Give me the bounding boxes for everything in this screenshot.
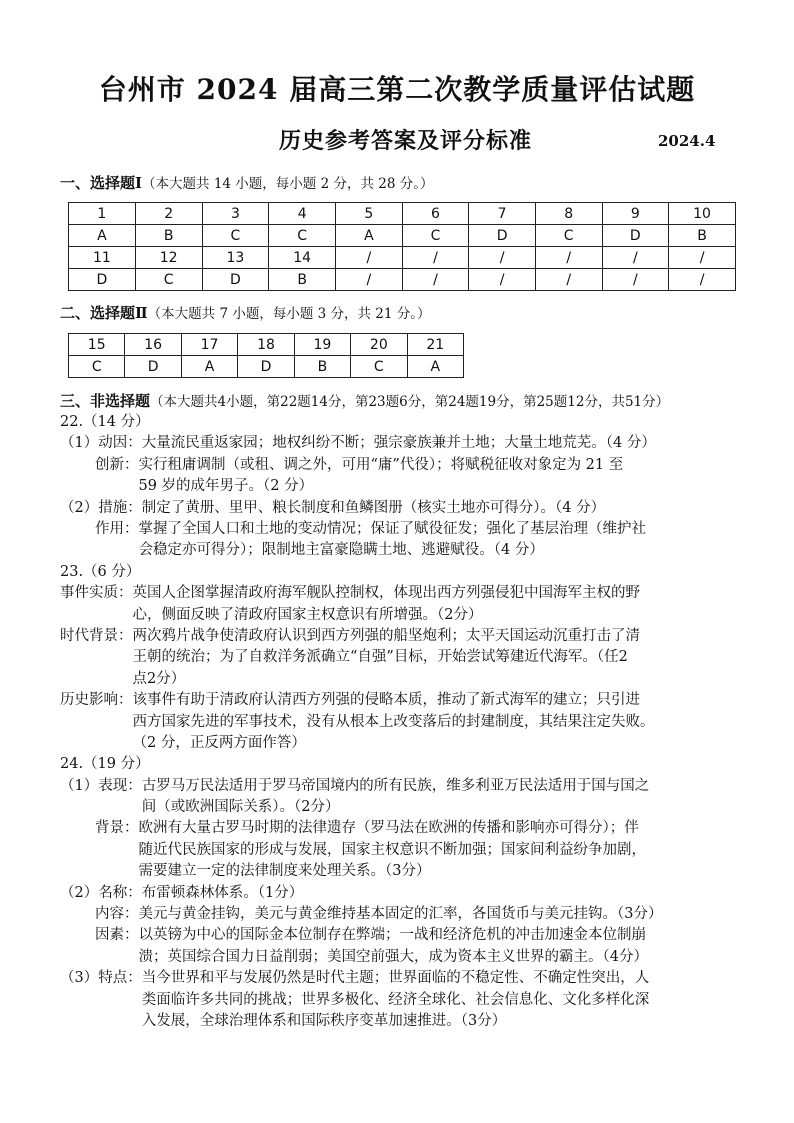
text-line: 两次鸦片战争使清政府认识到西方列强的船坚炮利；太平天国运动沉重打击了清 — [132, 627, 640, 644]
table-cell: / — [402, 269, 469, 291]
table-cell: 2 — [135, 203, 202, 225]
table-cell: 7 — [469, 203, 536, 225]
q24-part3 — [60, 968, 740, 1032]
q24-p2-text: 布雷顿森林体系。（1分） — [141, 884, 304, 901]
table-cell: A — [336, 225, 403, 247]
q24-p1-label: （1）表现： — [60, 777, 142, 794]
q24-part2 — [60, 883, 740, 904]
table-cell: C — [269, 225, 336, 247]
table-row — [69, 203, 736, 225]
q23-part-c — [60, 690, 740, 754]
q24-p1b-label: 背景： — [95, 820, 139, 837]
document-date: 2024.4 — [658, 132, 716, 150]
section2-header — [60, 302, 431, 323]
table-cell: B — [294, 356, 350, 378]
table-cell: D — [69, 269, 136, 291]
section3-note: （本大题共4小题，第22题14分，第23题6分，第24题19分，第25题12分，共51分） — [150, 394, 670, 410]
text-line: 间（或欧洲国际关系）。（2分） — [141, 799, 340, 816]
section2-heading: 二、选择题Ⅱ — [60, 304, 148, 322]
section1-note: （本大题共 14 小题，每小题 2 分，共 28 分。） — [142, 176, 434, 192]
q23-a-label: 事件实质： — [60, 585, 133, 602]
q23-c-label: 历史影响： — [60, 692, 133, 709]
q22-p2-label: （2）措施： — [60, 499, 142, 516]
section1-header — [60, 172, 433, 193]
table-cell: 6 — [402, 203, 469, 225]
q22-p1-text: 大量流民重返家园；地权纠纷不断；强宗豪族兼并土地；大量土地荒芜。（4 分） — [141, 435, 656, 452]
q24-p3-label: （3）特点： — [60, 970, 142, 987]
table-cell: 11 — [69, 247, 136, 269]
table-cell: C — [69, 356, 125, 378]
table-cell: / — [535, 247, 602, 269]
text-line: 会稳定亦可得分）；限制地主富豪隐瞒土地、逃避赋役。（4 分） — [138, 542, 544, 559]
answer-body — [60, 412, 740, 1032]
table-cell: D — [202, 269, 269, 291]
q24-p2b-label: 内容： — [95, 906, 139, 923]
q24-part2b — [60, 904, 740, 925]
text-line: 王朝的统治；为了自救洋务派确立“自强”目标，开始尝试筹建近代海军。（任2 — [132, 649, 628, 666]
q23-part-b — [60, 626, 740, 690]
q22-heading: 22.（14 分） — [60, 414, 150, 430]
table-cell: / — [469, 269, 536, 291]
table-cell: 16 — [125, 334, 181, 356]
table-row — [69, 356, 464, 378]
table-cell: 14 — [269, 247, 336, 269]
text-line: 点2分） — [132, 670, 186, 687]
table-cell: 15 — [69, 334, 125, 356]
table-cell: / — [336, 247, 403, 269]
q23-b-label: 时代背景： — [60, 627, 133, 644]
table-cell: 1 — [69, 203, 136, 225]
q22-part1 — [60, 433, 740, 454]
text-line: 需要建立一定的法律制度来处理关系。（3分） — [138, 863, 431, 880]
answer-table-1 — [68, 202, 736, 291]
q24-p2b-text: 美元与黄金挂钩，美元与黄金维持基本固定的汇率，各国货币与美元挂钩。（3分） — [138, 906, 663, 923]
table-cell: D — [602, 225, 669, 247]
table-cell: C — [351, 356, 407, 378]
table-row — [69, 247, 736, 269]
page-subtitle: 历史参考答案及评分标准 — [279, 128, 533, 154]
q22-part1b — [60, 455, 740, 498]
text-line: 掌握了全国人口和土地的变动情况；保证了赋役征发；强化了基层治理（维护社 — [138, 520, 646, 537]
text-line: 古罗马万民法适用于罗马帝国境内的所有民族，维多利亚万民法适用于国与国之 — [141, 777, 650, 794]
table-cell: 9 — [602, 203, 669, 225]
text-line: （2 分，正反两方面作答） — [132, 734, 306, 751]
table-cell: C — [535, 225, 602, 247]
table-row — [69, 225, 736, 247]
q23-part-a — [60, 583, 740, 626]
text-line: 该事件有助于清政府认清西方列强的侵略本质，推动了新式海军的建立；只引进 — [132, 692, 640, 709]
table-row — [69, 334, 464, 356]
table-cell: B — [669, 225, 736, 247]
answer-table-2 — [68, 333, 464, 378]
table-cell: 13 — [202, 247, 269, 269]
table-cell: / — [469, 247, 536, 269]
text-line: 以英镑为中心的国际金本位制存在弊端；一战和经济危机的冲击加速金本位制崩 — [138, 927, 646, 944]
table-cell: 18 — [238, 334, 294, 356]
table-cell: 21 — [407, 334, 463, 356]
table-cell: / — [336, 269, 403, 291]
table-cell: 12 — [135, 247, 202, 269]
q24-p2-label: （2）名称： — [60, 884, 142, 901]
table-cell: / — [535, 269, 602, 291]
table-cell: B — [269, 269, 336, 291]
table-cell: / — [402, 247, 469, 269]
q22-p2b-label: 作用： — [95, 520, 139, 537]
text-line: 类面临许多共同的挑战；世界多极化、经济全球化、社会信息化、文化多样化深 — [141, 991, 650, 1008]
table-cell: 5 — [336, 203, 403, 225]
table-cell: 20 — [351, 334, 407, 356]
table-cell: D — [469, 225, 536, 247]
q24-heading: 24.（19 分） — [60, 756, 150, 773]
table-cell: C — [402, 225, 469, 247]
text-line: 英国人企图掌握清政府海军舰队控制权，体现出西方列强侵犯中国海军主权的野 — [132, 585, 640, 602]
section3-heading: 三、非选择题 — [60, 392, 151, 410]
section2-note: （本大题共 7 小题，每小题 3 分，共 21 分。） — [147, 306, 431, 322]
table-cell: / — [602, 247, 669, 269]
table-cell: / — [669, 269, 736, 291]
text-line: 溃；英国综合国力日益削弱；美国空前强大，成为资本主义世界的霸主。（4分） — [138, 948, 648, 965]
table-cell: C — [135, 269, 202, 291]
text-line: 心，侧面反映了清政府国家主权意识有所增强。（2分） — [132, 606, 483, 623]
section3-header — [60, 390, 669, 411]
table-cell: 4 — [269, 203, 336, 225]
table-cell: D — [238, 356, 294, 378]
text-line: 入发展，全球治理体系和国际秩序变革加速推进。（3分） — [141, 1013, 507, 1029]
table-cell: 8 — [535, 203, 602, 225]
q23-heading: 23.（6 分） — [60, 563, 141, 580]
table-cell: A — [69, 225, 136, 247]
table-cell: A — [407, 356, 463, 378]
table-cell: 10 — [669, 203, 736, 225]
table-cell: D — [125, 356, 181, 378]
q22-p1-label: （1）动因： — [60, 435, 142, 452]
page-title: 台州市 2024 届高三第二次教学质量评估试题 — [98, 73, 696, 106]
text-line: 随近代民族国家的形成与发展，国家主权意识不断加强；国家间利益纷争加剧， — [138, 841, 646, 858]
q24-part1b — [60, 818, 740, 882]
q24-part2c — [60, 925, 740, 968]
text-line: 59 岁的成年男子。（2 分） — [138, 478, 314, 495]
q22-part2b — [60, 519, 740, 562]
q24-part1 — [60, 776, 740, 819]
text-line: 当今世界和平与发展仍然是时代主题；世界面临的不稳定性、不确定性突出，人 — [141, 970, 650, 987]
q22-p1b-label: 创新： — [95, 456, 139, 473]
table-cell: 19 — [294, 334, 350, 356]
table-cell: B — [135, 225, 202, 247]
table-cell: / — [669, 247, 736, 269]
table-cell: A — [181, 356, 237, 378]
text-line: 实行租庸调制（或租、调之外，可用“庸”代役）；将赋税征收对象定为 21 至 — [138, 456, 624, 473]
text-line: 西方国家先进的军事技术，没有从根本上改变落后的封建制度，其结果注定失败。 — [132, 713, 655, 730]
table-cell: 3 — [202, 203, 269, 225]
table-row — [69, 269, 736, 291]
table-cell: 17 — [181, 334, 237, 356]
q22-p2-text: 制定了黄册、里甲、粮长制度和鱼鳞图册（核实土地亦可得分）。（4 分） — [141, 499, 606, 516]
q24-p2c-label: 因素： — [95, 927, 139, 944]
section1-heading: 一、选择题Ⅰ — [60, 174, 143, 192]
table-cell: / — [602, 269, 669, 291]
q22-part2 — [60, 498, 740, 519]
table-cell: C — [202, 225, 269, 247]
text-line: 欧洲有大量古罗马时期的法律遗存（罗马法在欧洲的传播和影响亦可得分）；伴 — [138, 820, 639, 837]
